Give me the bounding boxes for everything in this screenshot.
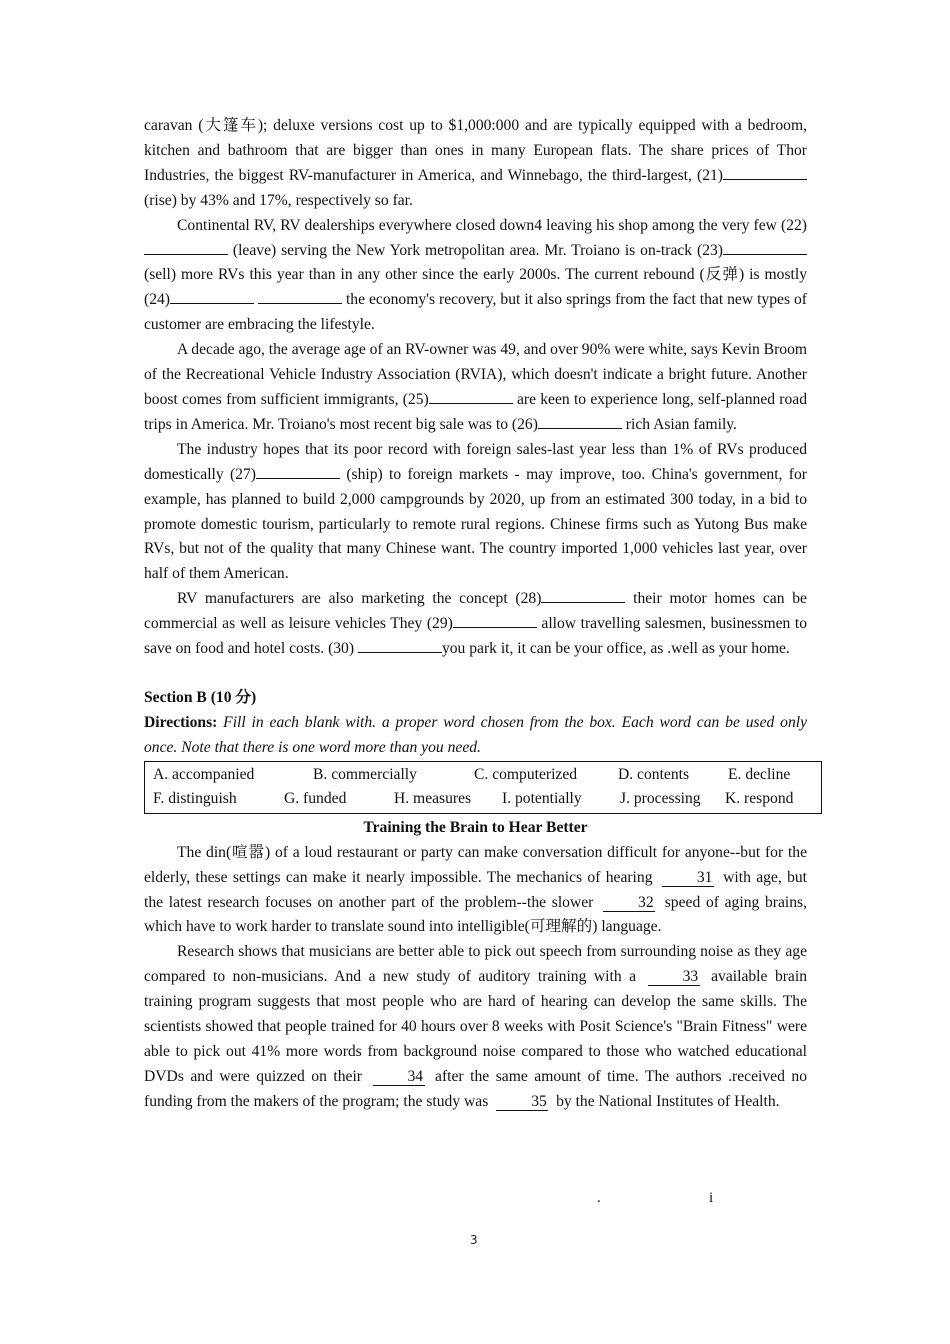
page-number: 3	[470, 1233, 478, 1247]
paragraph-marketing: RV manufacturers are also marketing the concept (28) their motor homes can be commercial as well as leisure vehicles They (29) allow travelling salesmen, businessmen to save on food and hotel costs. (30) you park it, it can be your office, as .well as your home.	[144, 590, 807, 658]
stray-i-mark: i	[709, 1190, 714, 1206]
directions-text: Fill in each blank with. a proper word chosen from the box. Each word can be used only once. Note that there is one word more than you need.	[144, 713, 807, 756]
answer-blank-31[interactable]: 31	[662, 870, 714, 887]
word-bank-row-1	[153, 763, 821, 788]
word-option-e: E. decline	[728, 765, 791, 783]
question-26-number: (26)	[511, 415, 538, 433]
directions-label: Directions:	[144, 713, 218, 731]
word-option-b: B. commercially	[313, 765, 417, 783]
question-30-number: (30)	[328, 640, 358, 658]
answer-blank-33[interactable]: 33	[648, 969, 700, 986]
word-option-h: H. measures	[394, 790, 472, 808]
paragraph-research: Research shows that musicians are better able to pick out speech from surrounding noise as they age compared to non-musicians. And a new study of auditory training with a 33 available brain training program suggests that most people who are hard of hearing can develop the same skills. The scientists showed that people trained for 40 hours over 8 weeks with Posit Science's "Brain Fitness" were able to pick out 41% more words from background noise compared to those who watched educational DVDs and were quizzed on their 34 after the same amount of time. The authors .received no funding from the makers of the program; the study was 35 by the National Institutes of Health.	[144, 943, 807, 1110]
paragraph-rv-owners: A decade ago, the average age of an RV-owner was 49, and over 90% were white, says Kevin Broom of the Recreational Vehicle Industry Association (RVIA), which doesn't indicate a bright future. Another boost comes from sufficient immigrants, (25) are keen to experience long, self-planned road trips in America. Mr. Troiano's most recent big sale was to (26) rich Asian family.	[144, 341, 807, 433]
answer-blank-35[interactable]: 35	[496, 1094, 548, 1111]
question-24-number: (24)	[144, 291, 170, 309]
question-27-number: (27)	[230, 465, 256, 483]
answer-blank-27[interactable]	[256, 464, 340, 479]
word-option-i: I. potentially	[502, 790, 582, 808]
word-option-k: K. respond	[725, 790, 794, 808]
paragraph-rv-prices: caravan (大篷车); deluxe versions cost up to $1,000:000 and are typically equipped with a bedroom, kitchen and bathroom that are bigger than ones in many European flats. The share prices of Thor Industries, the biggest RV-manufacturer in America, and Winnebago, the third-largest, (21) (rise) by 43% and 17%, respectively so far.	[144, 117, 807, 209]
question-22-number: (22)	[781, 216, 807, 234]
answer-blank-24b[interactable]	[258, 289, 342, 304]
word-option-j: J. processing	[620, 790, 701, 808]
question-28-number: (28)	[515, 590, 542, 608]
paragraph-din: The din(喧嚣) of a loud restaurant or party can make conversation difficult for anyone--but for the elderly, these settings can make it nearly impossible. The mechanics of hearing 31 with age, but the latest research focuses on another part of the problem--the slower 32 speed of aging brains, which have to work harder to translate sound into intelligible(可理解的) language.	[144, 843, 807, 936]
word-option-d: D. contents	[618, 765, 690, 783]
answer-blank-29[interactable]	[453, 613, 537, 628]
answer-blank-26[interactable]	[538, 414, 622, 429]
answer-blank-25[interactable]	[429, 389, 513, 404]
answer-blank-32[interactable]: 32	[603, 895, 655, 912]
document-page	[144, 114, 807, 1115]
section-b-heading: Section B (10 分)	[144, 688, 257, 706]
answer-blank-28[interactable]	[541, 588, 625, 603]
stray-dot-mark: .	[597, 1190, 601, 1206]
word-option-c: C. computerized	[474, 765, 578, 783]
paragraph-foreign-sales: The industry hopes that its poor record with foreign sales-last year less than 1% of RVs produced domestically (27) (ship) to foreign markets - may improve, too. China's government, for example, has planned to build 2,000 campgrounds by 2020, up from an estimated 300 today, in a bid to promote domestic tourism, particularly to remote rural regions. Chinese firms such as Yutong Bus make RVs, but not of the quality that many Chinese want. The country imported 1,000 vehicles last year, over half of them American.	[144, 440, 807, 583]
word-option-g: G. funded	[284, 790, 347, 808]
word-option-a: A. accompanied	[153, 765, 255, 783]
answer-blank-22[interactable]	[144, 240, 228, 255]
passage-title: Training the Brain to Hear Better	[363, 818, 588, 836]
question-23-number: (23)	[697, 241, 723, 259]
word-bank-row-2	[153, 787, 821, 812]
answer-blank-34[interactable]: 34	[373, 1069, 425, 1086]
answer-blank-30[interactable]	[358, 638, 442, 653]
answer-blank-23[interactable]	[723, 240, 807, 255]
question-21-number: (21)	[697, 166, 723, 184]
directions	[144, 711, 807, 761]
answer-blank-24a[interactable]	[170, 289, 254, 304]
question-25-number: (25)	[402, 390, 429, 408]
word-option-f: F. distinguish	[153, 790, 237, 808]
question-29-number: (29)	[426, 615, 453, 633]
answer-blank-21[interactable]	[723, 165, 807, 180]
paragraph-dealerships: Continental RV, RV dealerships everywhere closed down4 leaving his shop among the very few (22) (leave) serving the New York metropolitan area. Mr. Troiano is on-track (23) (sell) more RVs this year than in any other since the early 2000s. The current rebound (反弹) is mostly (24) the economy's recovery, but it also springs from the fact that new types of customer are embracing the lifestyle.	[144, 216, 807, 334]
word-bank-box	[144, 761, 822, 814]
